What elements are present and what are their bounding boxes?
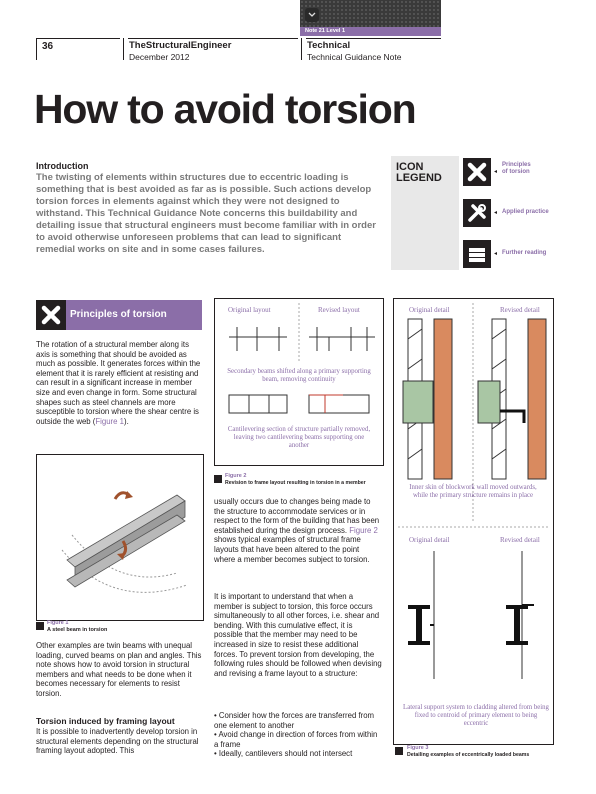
cross-icon: [463, 158, 491, 186]
section-heading-text: Principles of torsion: [70, 309, 167, 320]
cross-icon: [214, 475, 222, 483]
list-item: • Ideally, cantilevers should not intersect: [214, 749, 353, 759]
subsection-name: Technical Guidance Note: [307, 52, 402, 62]
legend-label-applied: Applied practice: [502, 209, 549, 215]
figure2-caption: Figure 2 Revision to frame layout resulting in torsion in a member: [225, 473, 366, 486]
figure1-image: [36, 454, 204, 621]
arrow-left-icon: ◂: [494, 169, 498, 175]
figure2-note2: Cantilevering section of structure partially removed, leaving two cantilevering beams supporting one another: [227, 426, 371, 449]
section-name: Technical: [307, 40, 351, 51]
header-rule: [36, 38, 120, 39]
middle-para1: usually occurs due to changes being made to the structure to accommodate services or in respect to the form of the building that has been established during the design process. Figure 2 shows typical examples of structural frame layouts that have been altered to the point where a member becomes subject to torsion.: [214, 497, 380, 564]
tools-icon: [463, 199, 491, 227]
tools-icon: [395, 747, 403, 755]
figure3-label-revised-bottom: Revised detail: [500, 536, 540, 544]
arrow-left-icon: ◂: [494, 251, 498, 257]
legend-label-further: Further reading: [502, 250, 547, 256]
header-rule: [128, 38, 298, 39]
cross-icon: [36, 622, 44, 630]
figure3-caption: Figure 3 Detailing examples of eccentrically loaded beams: [407, 745, 530, 758]
page-title: How to avoid torsion: [34, 86, 416, 132]
header-divider: [36, 38, 37, 60]
figure2-label-revised: Revised layout: [318, 306, 360, 314]
header-divider: [123, 38, 124, 60]
figure3-image: [393, 298, 554, 745]
figure2-note1: Secondary beams shifted along a primary supporting beam, removing continuity: [227, 368, 371, 383]
figure1-caption: Figure 1 A steel beam in torsion: [47, 620, 108, 633]
section-heading-principles: [36, 300, 202, 330]
arrow-left-icon: ◂: [494, 210, 498, 216]
figure3-label-revised-top: Revised detail: [500, 306, 540, 314]
header-divider: [301, 38, 302, 60]
note-banner: [300, 0, 441, 36]
intro-heading: Introduction: [36, 161, 89, 171]
intro-text: The twisting of elements within structures due to eccentric loading is something that is best avoided as far as is possible. Such actions develop torsion forces in elements against which they were not designed to withstand. This Technical Guidance Note concerns this buildability and detailing issue that structural engineers must become familiar with in order to avoid otherwise unforeseen problems that can lead to significant remedial works on site and in some cases failures.: [36, 172, 376, 255]
dot-pattern: [300, 0, 441, 27]
chevron-down-icon: [305, 8, 319, 22]
middle-para2: It is important to understand that when a member is subject to torsion, this force occurs simultaneously to all other forces, i.e. shear and bending. With this cumulative effect, it is possible that the member may need to be increased in size to resist these additional forces. To prevent torsion from developing, the following rules should be followed when devising and revising a frame layout to a structure:: [214, 592, 382, 678]
figure3-label-original-top: Original detail: [409, 306, 450, 314]
bullet-list: [214, 711, 382, 759]
figure2-label-original: Original layout: [228, 306, 271, 314]
principles-para1: The rotation of a structural member along its axis is something that should be avoided as much as possible. It generates forces within the element that it is rarely efficient at resisting and can result in a significant increase in member size and even change in form. Some structural shapes such as steel channels are more susceptible to torsion where the shear centre is outside the web (Figure 1).: [36, 340, 201, 426]
books-icon: [463, 240, 491, 268]
figure3-note1: Inner skin of blockwork wall moved outwards, while the primary structure remains in place: [409, 484, 537, 499]
figure2-link[interactable]: Figure 2: [349, 525, 378, 535]
list-item: • Consider how the forces are transferred from one element to another: [214, 711, 375, 730]
note-label: Note 21 Level 1: [300, 27, 441, 36]
list-item: • Avoid change in direction of forces from within a frame: [214, 730, 378, 749]
issue-date: December 2012: [129, 52, 190, 62]
magazine-name: TheStructuralEngineer: [129, 40, 232, 51]
principles-para2: Other examples are twin beams with unequal loading, curved beams on plan and angles. This note shows how to avoid torsion in structural members and what needs to be done when it becomes necessary for elements to resist torsion.: [36, 641, 202, 698]
figure3-label-original-bottom: Original detail: [409, 536, 450, 544]
cross-icon: [36, 300, 66, 330]
subheading-framing: Torsion induced by framing layout: [36, 716, 175, 726]
legend-label-principles: Principles of torsion: [502, 162, 531, 175]
header-rule: [306, 38, 441, 39]
principles-para3: It is possible to inadvertently develop torsion in structural elements depending on the structural framing layout adopted. This: [36, 727, 199, 756]
figure1-link[interactable]: Figure 1: [95, 416, 124, 426]
page-number: 36: [42, 41, 54, 52]
icon-legend-title: ICON LEGEND: [396, 161, 442, 184]
figure3-note2: Lateral support system to cladding altered from being fixed to centroid of primary element to being eccentric: [403, 704, 549, 727]
